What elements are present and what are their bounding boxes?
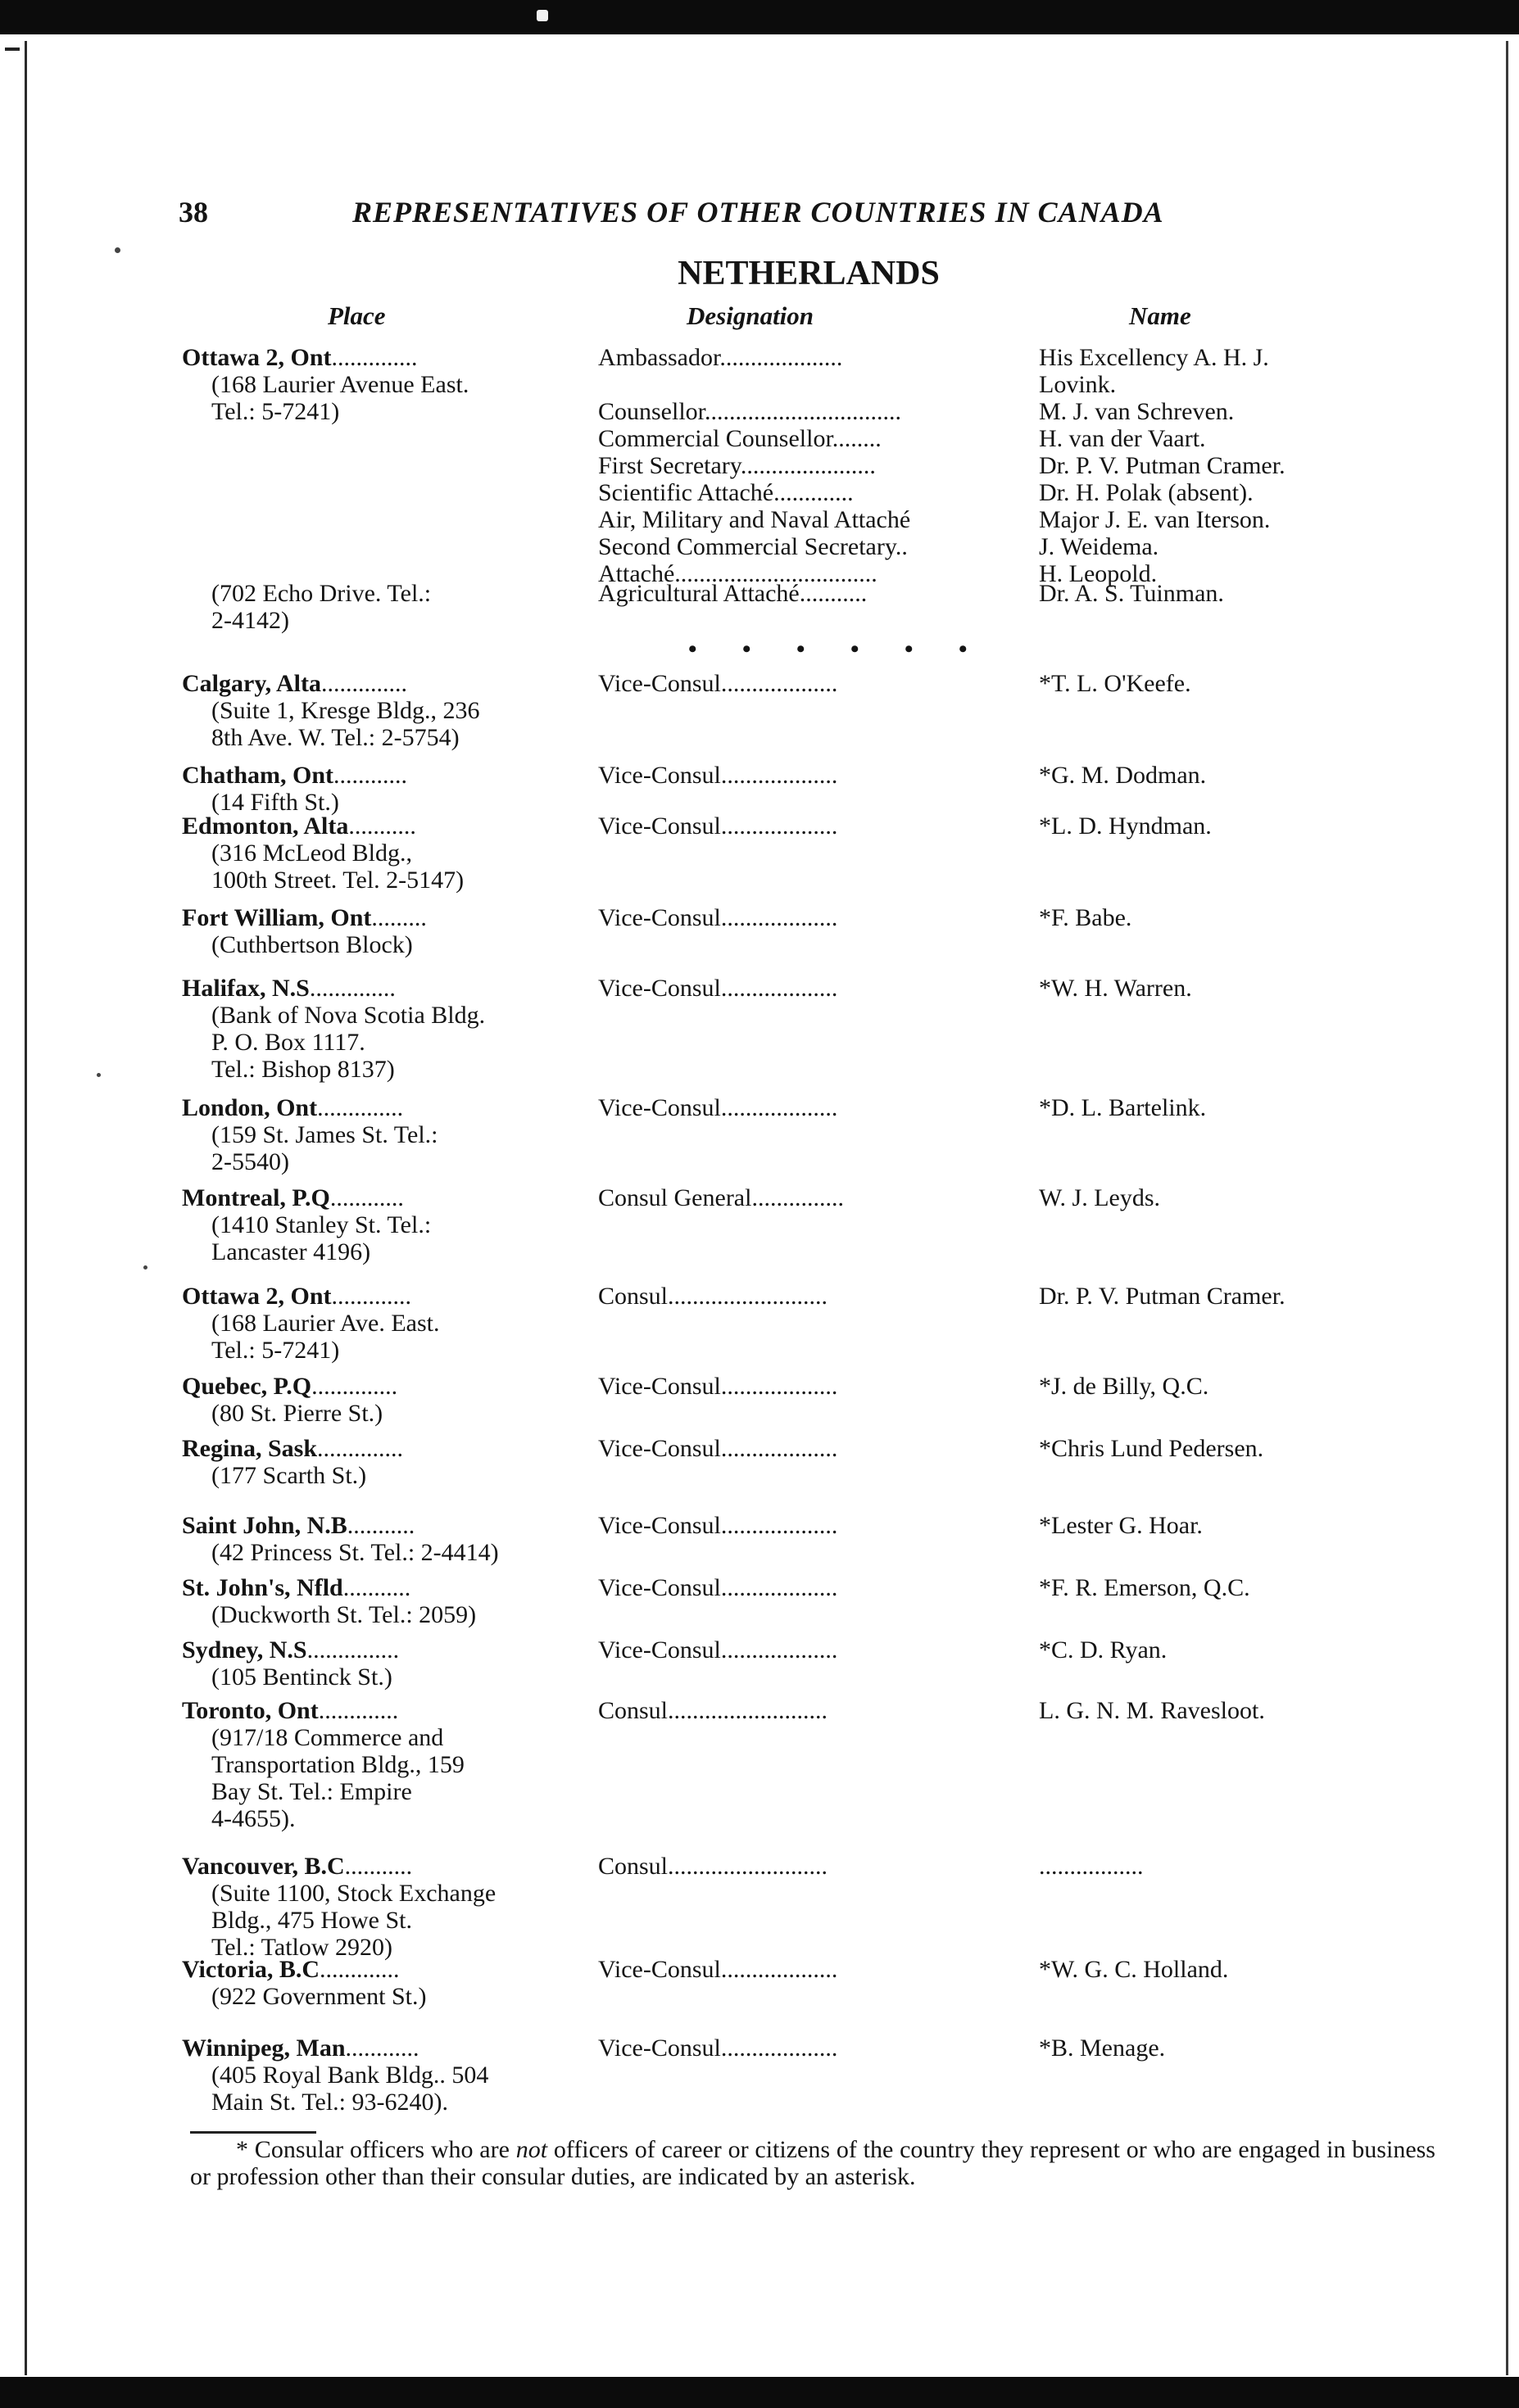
column-header-name: Name — [1129, 301, 1191, 330]
dot-leader: ............. — [773, 479, 854, 506]
position-row — [598, 2035, 1475, 2062]
name-cell: Major J. E. van Iterson. — [1039, 506, 1271, 533]
positions-list — [598, 1373, 1475, 1400]
position-row — [598, 1373, 1475, 1400]
name-cell: W. J. Leyds. — [1039, 1184, 1161, 1211]
place-cell — [182, 812, 600, 894]
place-name — [182, 1283, 600, 1310]
place-address: (922 Government St.) — [211, 1983, 427, 2010]
designation-cell — [598, 762, 1008, 789]
dot-leader: .............. — [309, 975, 396, 1002]
designation-cell — [598, 479, 1008, 506]
designation-cell — [598, 1435, 1008, 1462]
name-cell: *F. R. Emerson, Q.C. — [1039, 1574, 1250, 1601]
dot-leader: ........... — [799, 580, 868, 607]
position-row — [598, 452, 1475, 479]
place-label: London, Ont — [182, 1094, 318, 1121]
dot-leader: ............. — [318, 1697, 399, 1724]
place-label: Toronto, Ont — [182, 1697, 319, 1724]
name-cell: *C. D. Ryan. — [1039, 1636, 1168, 1663]
designation-cell — [598, 1697, 1008, 1724]
position-row — [598, 1435, 1475, 1462]
dot-leader: ................... — [720, 1373, 838, 1400]
place-address: (168 Laurier Ave. East. Tel.: 5-7241) — [211, 1310, 440, 1364]
column-header-place: Place — [328, 301, 386, 330]
dot-leader: .................... — [719, 344, 843, 371]
position-row — [598, 425, 1475, 452]
place-cell — [182, 1697, 600, 1832]
dot-leader: ............ — [333, 762, 408, 789]
designation-cell — [598, 670, 1008, 697]
positions-list — [598, 1512, 1475, 1539]
designation-label: Vice-Consul — [598, 762, 721, 789]
positions-list — [598, 1697, 1475, 1724]
designation-cell — [598, 1373, 1008, 1400]
place-label: Victoria, B.C — [182, 1956, 320, 1983]
designation-cell — [598, 975, 1008, 1002]
place-name — [182, 1373, 600, 1400]
position-row — [598, 975, 1475, 1002]
dot-leader: ................... — [720, 670, 838, 697]
designation-cell — [598, 344, 1008, 371]
place-cell — [182, 1636, 600, 1691]
place-cell — [182, 1435, 600, 1489]
place-address: (80 St. Pierre St.) — [211, 1400, 383, 1427]
name-cell: His Excellency A. H. J. Lovink. — [1039, 344, 1269, 398]
position-row — [598, 670, 1475, 697]
column-header-designation: Designation — [687, 301, 814, 330]
position-row — [598, 762, 1475, 789]
place-address: (42 Princess St. Tel.: 2-4414) — [211, 1539, 499, 1566]
country-heading: NETHERLANDS — [678, 255, 940, 292]
dot-leader: ........... — [342, 1574, 411, 1601]
dot-leader: ................... — [720, 1574, 838, 1601]
designation-label: Vice-Consul — [598, 1636, 721, 1663]
designation-label: Ambassador — [598, 344, 720, 371]
name-cell: *D. L. Bartelink. — [1039, 1094, 1207, 1121]
place-cell — [182, 1956, 600, 2010]
place-name — [182, 1956, 600, 1983]
dot-leader: ................... — [720, 1094, 838, 1121]
place-address: (105 Bentinck St.) — [211, 1663, 392, 1691]
position-row — [598, 1697, 1475, 1724]
dot-leader: .......................... — [668, 1283, 828, 1310]
dot-leader: ................... — [720, 2035, 838, 2062]
dot-leader: ................... — [720, 1435, 838, 1462]
positions-list — [598, 1283, 1475, 1310]
place-name — [182, 1512, 600, 1539]
designation-label: Air, Military and Naval Attaché — [598, 506, 911, 533]
place-address: (177 Scarth St.) — [211, 1462, 367, 1489]
dot-leader: ................... — [720, 1956, 838, 1983]
place-name — [182, 975, 600, 1002]
place-cell — [182, 670, 600, 751]
designation-label: Commercial Counsellor — [598, 425, 832, 452]
name-cell: L. G. N. M. Ravesloot. — [1039, 1697, 1265, 1724]
dot-leader: ......... — [371, 904, 427, 931]
dot-leader: ................... — [720, 1512, 838, 1539]
position-row — [598, 1094, 1475, 1121]
place-address: (Bank of Nova Scotia Bldg. P. O. Box 1117. Tel.: Bishop 8137) — [211, 1002, 486, 1083]
designation-cell — [598, 1956, 1008, 1983]
scan-speck — [115, 247, 120, 253]
dot-leader: ................... — [720, 812, 838, 840]
place-address: (1410 Stanley St. Tel.: Lancaster 4196) — [211, 1211, 432, 1265]
designation-cell — [598, 1574, 1008, 1601]
positions-list — [598, 1853, 1475, 1880]
place-label: Sydney, N.S — [182, 1636, 307, 1663]
place-name — [182, 1094, 600, 1121]
place-cell — [182, 904, 600, 958]
name-cell: *B. Menage. — [1039, 2035, 1166, 2062]
place-name — [182, 1697, 600, 1724]
place-label: Winnipeg, Man — [182, 2035, 346, 2062]
place-address: (Suite 1, Kresge Bldg., 236 8th Ave. W. Tel.: 2-5754) — [211, 697, 480, 751]
dot-leader: ................... — [720, 762, 838, 789]
positions-list — [598, 762, 1475, 789]
designation-cell — [598, 398, 1008, 425]
place-name — [182, 1574, 600, 1601]
designation-cell — [598, 506, 1008, 533]
place-name — [182, 1435, 600, 1462]
place-cell — [182, 1094, 600, 1175]
dot-leader: .............. — [311, 1373, 398, 1400]
designation-label: Counsellor — [598, 398, 705, 425]
designation-label: Vice-Consul — [598, 812, 721, 840]
position-row — [598, 1283, 1475, 1310]
name-cell: *W. H. Warren. — [1039, 975, 1192, 1002]
designation-label: Vice-Consul — [598, 1435, 721, 1462]
position-row — [598, 1636, 1475, 1663]
dot-leader: ........ — [832, 425, 882, 452]
name-cell: Dr. A. S. Tuinman. — [1039, 580, 1224, 607]
position-row — [598, 1574, 1475, 1601]
position-row — [598, 1512, 1475, 1539]
position-row — [598, 398, 1475, 425]
place-name — [182, 1184, 600, 1211]
positions-list — [598, 1636, 1475, 1663]
designation-label: Vice-Consul — [598, 2035, 721, 2062]
dot-leader: .. — [895, 533, 908, 560]
designation-label: Consul General — [598, 1184, 752, 1211]
place-cell — [182, 762, 600, 816]
place-cell — [182, 1184, 600, 1265]
running-head: REPRESENTATIVES OF OTHER COUNTRIES IN CANADA — [352, 196, 1164, 229]
designation-cell — [598, 1283, 1008, 1310]
place-address: (Duckworth St. Tel.: 2059) — [211, 1601, 477, 1628]
position-row — [598, 479, 1475, 506]
place-label: Quebec, P.Q — [182, 1373, 312, 1400]
position-row — [598, 533, 1475, 560]
dot-leader: ............. — [320, 1956, 400, 1983]
place-cell — [182, 1512, 600, 1566]
designation-cell — [598, 1853, 1008, 1880]
name-cell: H. Leopold. — [1039, 560, 1158, 587]
name-cell: M. J. van Schreven. — [1039, 398, 1235, 425]
designation-label: Vice-Consul — [598, 670, 721, 697]
name-cell: Dr. P. V. Putman Cramer. — [1039, 1283, 1285, 1310]
place-cell — [182, 1373, 600, 1427]
place-address: (159 St. James St. Tel.: 2-5540) — [211, 1121, 438, 1175]
position-row — [598, 344, 1475, 398]
place-cell — [182, 580, 600, 634]
designation-cell — [598, 580, 1008, 607]
place-label: Montreal, P.Q — [182, 1184, 330, 1211]
name-cell: *F. Babe. — [1039, 904, 1132, 931]
positions-list — [598, 1435, 1475, 1462]
dot-leader: .............. — [321, 670, 407, 697]
designation-cell — [598, 1512, 1008, 1539]
designation-cell — [598, 1094, 1008, 1121]
place-label: Ottawa 2, Ont — [182, 344, 332, 371]
position-row — [598, 904, 1475, 931]
designation-label: Vice-Consul — [598, 1574, 721, 1601]
designation-cell — [598, 425, 1008, 452]
designation-label: Attaché — [598, 560, 675, 587]
place-address: (Suite 1100, Stock Exchange Bldg., 475 Howe St. Tel.: Tatlow 2920) — [211, 1880, 497, 1961]
scan-speck — [97, 1073, 101, 1077]
positions-list — [598, 1184, 1475, 1211]
place-label: Saint John, N.B — [182, 1512, 347, 1539]
designation-cell — [598, 1636, 1008, 1663]
designation-label: Vice-Consul — [598, 1956, 721, 1983]
designation-label: Vice-Consul — [598, 1512, 721, 1539]
position-row — [598, 812, 1475, 840]
name-cell: H. van der Vaart. — [1039, 425, 1206, 452]
positions-list — [598, 580, 1475, 607]
place-label: Regina, Sask — [182, 1435, 318, 1462]
dot-leader: ................................ — [705, 398, 902, 425]
positions-list — [598, 1574, 1475, 1601]
designation-label: Vice-Consul — [598, 904, 721, 931]
designation-cell — [598, 812, 1008, 840]
designation-label: Second Commercial Secretary — [598, 533, 896, 560]
place-address: (316 McLeod Bldg., 100th Street. Tel. 2-5147) — [211, 840, 465, 894]
place-name — [182, 1636, 600, 1663]
place-cell — [182, 2035, 600, 2116]
dot-leader: ............. — [331, 1283, 411, 1310]
dot-leader: ................... — [720, 975, 838, 1002]
place-name — [182, 904, 600, 931]
position-row — [598, 1956, 1475, 1983]
dot-leader: .............. — [317, 1435, 404, 1462]
designation-cell — [598, 452, 1008, 479]
name-cell: *Chris Lund Pedersen. — [1039, 1435, 1264, 1462]
designation-label: Scientific Attaché — [598, 479, 774, 506]
place-address: (Cuthbertson Block) — [211, 931, 413, 958]
footnote-text-start: * Consular officers who are — [236, 2136, 516, 2163]
place-cell — [182, 975, 600, 1083]
place-address: (14 Fifth St.) — [211, 789, 339, 816]
place-name — [182, 812, 600, 840]
place-cell — [182, 1283, 600, 1364]
scan-speck — [143, 1265, 147, 1270]
designation-cell — [598, 533, 1008, 560]
place-name — [182, 762, 600, 789]
designation-label: Consul — [598, 1697, 669, 1724]
dot-leader: ............... — [751, 1184, 844, 1211]
place-address: (702 Echo Drive. Tel.: 2-4142) — [211, 580, 432, 634]
position-row — [598, 371, 1475, 398]
positions-list — [598, 344, 1475, 587]
positions-list — [598, 975, 1475, 1002]
position-row — [598, 1184, 1475, 1211]
dot-leader: .............. — [331, 344, 418, 371]
place-cell — [182, 1574, 600, 1628]
name-cell: *G. M. Dodman. — [1039, 762, 1207, 789]
dot-leader: ................... — [720, 904, 838, 931]
dot-leader: ........... — [347, 1512, 415, 1539]
place-label: Fort William, Ont — [182, 904, 372, 931]
dot-leader: ............ — [329, 1184, 404, 1211]
place-label: Vancouver, B.C — [182, 1853, 345, 1880]
name-cell: *Lester G. Hoar. — [1039, 1512, 1203, 1539]
place-name — [182, 344, 600, 371]
dot-leader: ................................. — [674, 560, 877, 587]
dot-leader: .......................... — [668, 1853, 828, 1880]
footnote — [190, 2136, 1435, 2190]
name-cell: J. Weidema. — [1039, 533, 1159, 560]
dot-leader: .............. — [317, 1094, 404, 1121]
designation-cell — [598, 904, 1008, 931]
designation-label: First Secretary — [598, 452, 741, 479]
footnote-text-end: officers of career or citizens of the country they represent or who are engaged in business or profession other than their consular duties, are indicated by an asterisk. — [190, 2136, 1435, 2190]
positions-list — [598, 2035, 1475, 2062]
positions-list — [598, 1956, 1475, 1983]
designation-label: Consul — [598, 1283, 669, 1310]
place-label: Calgary, Alta — [182, 670, 321, 697]
place-name — [182, 670, 600, 697]
dot-leader: .......................... — [668, 1697, 828, 1724]
dot-leader: ............ — [345, 2035, 419, 2062]
designation-label: Consul — [598, 1853, 669, 1880]
place-label: Chatham, Ont — [182, 762, 334, 789]
position-row — [598, 506, 1475, 533]
place-address: (405 Royal Bank Bldg.. 504 Main St. Tel.: 93-6240). — [211, 2062, 489, 2116]
designation-cell — [598, 2035, 1008, 2062]
name-cell: *W. G. C. Holland. — [1039, 1956, 1229, 1983]
dot-leader: ...................... — [740, 452, 876, 479]
place-name — [182, 2035, 600, 2062]
positions-list — [598, 670, 1475, 697]
place-cell — [182, 344, 600, 425]
name-cell: ................. — [1039, 1853, 1144, 1880]
positions-list — [598, 812, 1475, 840]
place-label: Ottawa 2, Ont — [182, 1283, 332, 1310]
designation-label: Vice-Consul — [598, 1094, 721, 1121]
name-cell: *J. de Billy, Q.C. — [1039, 1373, 1209, 1400]
designation-cell — [598, 1184, 1008, 1211]
name-cell: *L. D. Hyndman. — [1039, 812, 1212, 840]
place-address: (917/18 Commerce and Transportation Bldg., 159 Bay St. Tel.: Empire 4-4655). — [211, 1724, 465, 1832]
section-separator: • • • • • • — [688, 636, 987, 663]
positions-list — [598, 904, 1475, 931]
place-label: St. John's, Nfld — [182, 1574, 343, 1601]
name-cell: Dr. H. Polak (absent). — [1039, 479, 1254, 506]
footnote-emphasis: not — [515, 2136, 548, 2163]
dot-leader: ................... — [720, 1636, 838, 1663]
designation-label: Vice-Consul — [598, 975, 721, 1002]
place-address: (168 Laurier Avenue East. Tel.: 5-7241) — [211, 371, 469, 425]
name-cell: Dr. P. V. Putman Cramer. — [1039, 452, 1285, 479]
place-cell — [182, 1853, 600, 1961]
positions-list — [598, 1094, 1475, 1121]
dot-leader: ............... — [306, 1636, 400, 1663]
footnote-rule — [190, 2131, 316, 2134]
page-number: 38 — [179, 196, 208, 229]
position-row — [598, 1853, 1475, 1880]
dot-leader: ........... — [348, 812, 416, 840]
designation-label: Vice-Consul — [598, 1373, 721, 1400]
place-label: Halifax, N.S — [182, 975, 310, 1002]
place-label: Edmonton, Alta — [182, 812, 349, 840]
designation-label: Agricultural Attaché — [598, 580, 800, 607]
place-name — [182, 1853, 600, 1880]
position-row — [598, 580, 1475, 607]
name-cell: *T. L. O'Keefe. — [1039, 670, 1191, 697]
dot-leader: ........... — [344, 1853, 413, 1880]
